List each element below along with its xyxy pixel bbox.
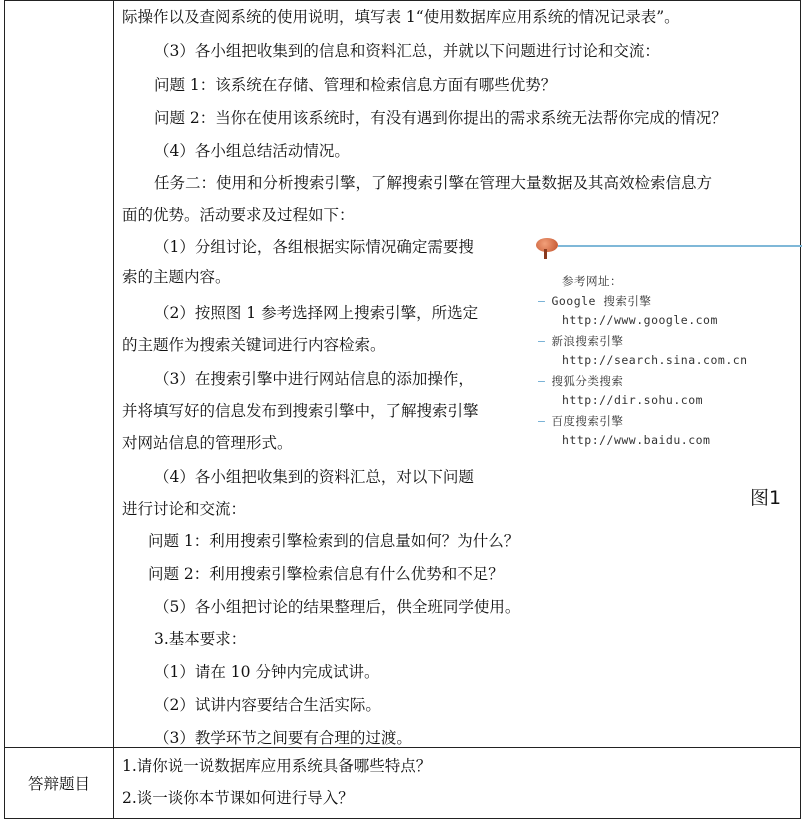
text-line: 3.基本要求： [154, 630, 247, 648]
engine-name [538, 293, 651, 309]
text-line: （5）各小组把讨论的结果整理后，供全班同学使用。 [154, 598, 521, 616]
text-line: 问题 1：利用搜索引擎检索到的信息量如何？为什么？ [148, 532, 520, 550]
qa-label: 答辩题目 [5, 748, 114, 819]
main-content-cell [114, 1, 801, 748]
text-line: 问题 2：当你在使用该系统时，有没有遇到你提出的需求系统无法帮你完成的情况？ [154, 109, 727, 127]
qa-content-cell [114, 748, 801, 819]
arrow-bullet-icon: — [538, 334, 546, 348]
qa-question: 1.请你说一说数据库应用系统具备哪些特点？ [122, 757, 432, 775]
engine-name-text: 搜狐分类搜索 [551, 374, 624, 388]
text-line: 面的优势。活动要求及过程如下： [122, 206, 355, 224]
arrow-bullet-icon: — [538, 374, 546, 388]
engine-name [538, 413, 623, 429]
text-line: 进行讨论和交流： [122, 500, 247, 518]
text-line: （3）在搜索引擎中进行网站信息的添加操作， [154, 370, 474, 388]
text-line: （2）试讲内容要结合生活实际。 [154, 696, 381, 714]
qa-question: 2.谈一谈你本节课如何进行导入？ [122, 789, 354, 807]
engine-url: http://www.google.com [562, 313, 718, 327]
text-line: 并将填写好的信息发布到搜索引擎中，了解搜索引擎 [122, 402, 479, 420]
text-line: 问题 1：该系统在存储、管理和检索信息方面有哪些优势？ [154, 76, 557, 94]
text-line: （1）请在 10 分钟内完成试讲。 [154, 663, 380, 681]
text-line: （4）各小组总结活动情况。 [154, 142, 350, 160]
text-line: 任务二：使用和分析搜索引擎，了解搜索引擎在管理大量数据及其高效检索信息方 [154, 174, 713, 192]
left-label-cell [5, 1, 114, 748]
engine-name-text: 百度搜索引擎 [551, 414, 624, 428]
figure-caption: 图1 [750, 487, 782, 509]
text-line: （3）教学环节之间要有合理的过渡。 [154, 729, 412, 747]
text-line: 问题 2：利用搜索引擎检索信息有什么优势和不足？ [148, 565, 504, 583]
text-line: 索的主题内容。 [122, 268, 231, 286]
text-line: （1）分组讨论，各组根据实际情况确定需要搜 [154, 238, 474, 256]
document-table [4, 0, 801, 819]
content-row [5, 1, 801, 748]
pushpin-icon [536, 238, 558, 252]
text-line: 际操作以及查阅系统的使用说明，填写表 1“使用数据库应用系统的情况记录表”。 [122, 8, 680, 26]
text-line: （2）按照图 1 参考选择网上搜索引擎，所选定 [154, 304, 479, 322]
engine-name [538, 333, 623, 349]
qa-row [5, 748, 801, 819]
figure-divider [558, 245, 802, 247]
engine-url: http://search.sina.com.cn [562, 353, 748, 367]
pushpin-needle [544, 249, 547, 259]
text-line: （4）各小组把收集到的资料汇总，对以下问题 [154, 468, 474, 486]
reference-figure [532, 235, 800, 509]
engine-url: http://www.baidu.com [562, 433, 711, 447]
arrow-bullet-icon: — [538, 294, 546, 308]
engine-url: http://dir.sohu.com [562, 393, 704, 407]
text-line: 对网站信息的管理形式。 [122, 434, 293, 452]
engine-name-text: 新浪搜索引擎 [551, 334, 624, 348]
text-line: 的主题作为搜索关键词进行内容检索。 [122, 336, 386, 354]
engine-name [538, 373, 623, 389]
engine-name-text: Google 搜索引擎 [551, 294, 652, 308]
text-line: （3）各小组把收集到的信息和资料汇总，并就以下问题进行讨论和交流： [154, 42, 660, 60]
figure-heading: 参考网址： [562, 274, 622, 288]
arrow-bullet-icon: — [538, 414, 546, 428]
